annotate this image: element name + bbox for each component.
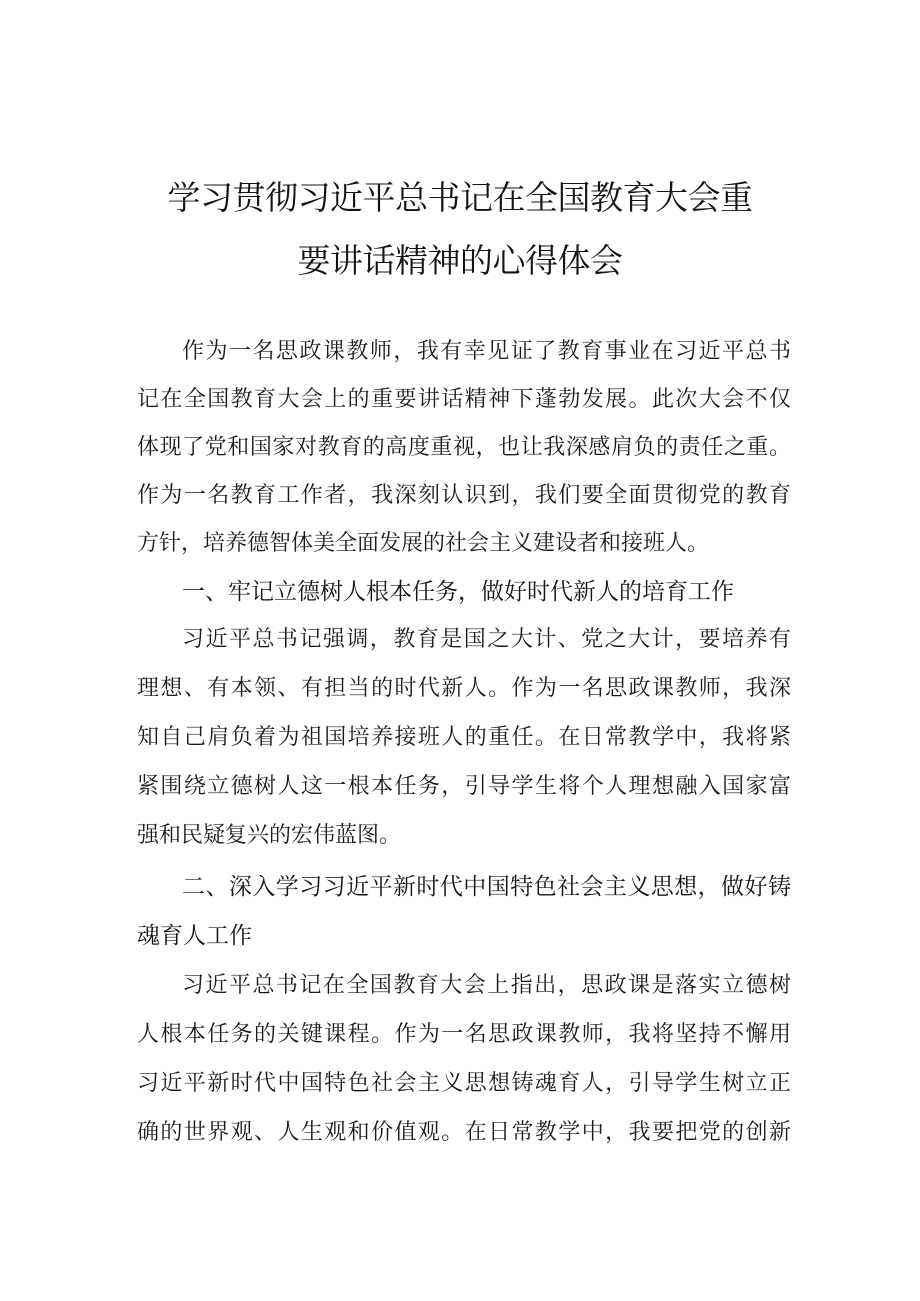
section-2-heading-line-1: 二、深入学习习近平新时代中国特色社会主义思想，做好铸 [182,874,791,900]
section-1-line-3: 知自己肩负着为祖国培养接班人的重任。在日常教学中，我将紧 [137,725,791,750]
section-1-heading: 一、牢记立德树人根本任务，做好时代新人的培育工作 [182,579,734,605]
section-2-line-2: 人根本任务的关键课程。作为一名思政课教师，我将坚持不懈用 [137,1022,791,1047]
section-2-line-1: 习近平总书记在全国教育大会上指出，思政课是落实立德树 [182,973,791,998]
intro-line-5: 方针，培养德智体美全面发展的社会主义建设者和接班人。 [137,531,710,556]
intro-line-3: 体现了党和国家对教育的高度重视，也让我深感肩负的责任之重。 [137,435,791,460]
section-1-line-4: 紧围绕立德树人这一根本任务，引导学生将个人理想融入国家富 [137,774,791,799]
section-1-line-1: 习近平总书记强调，教育是国之大计、党之大计，要培养有 [182,627,791,652]
section-2-line-3: 习近平新时代中国特色社会主义思想铸魂育人，引导学生树立正 [137,1071,791,1096]
section-1-line-2: 理想、有本领、有担当的时代新人。作为一名思政课教师，我深 [137,676,791,701]
section-2-heading-line-2: 魂育人工作 [137,923,252,949]
document-title-line-2: 要讲话精神的心得体会 [297,241,623,280]
document-title-line-1: 学习贯彻习近平总书记在全国教育大会重 [167,178,753,217]
section-1-line-5: 强和民疑复兴的宏伟蓝图。 [137,823,402,848]
intro-line-2: 记在全国教育大会上的重要讲话精神下蓬勃发展。此次大会不仅 [137,387,791,412]
intro-line-4: 作为一名教育工作者，我深刻认识到，我们要全面贯彻党的教育 [137,483,791,508]
section-2-line-4: 确的世界观、人生观和价值观。在日常教学中，我要把党的创新 [137,1120,791,1145]
intro-line-1: 作为一名思政课教师，我有幸见证了教育事业在习近平总书 [182,339,791,364]
